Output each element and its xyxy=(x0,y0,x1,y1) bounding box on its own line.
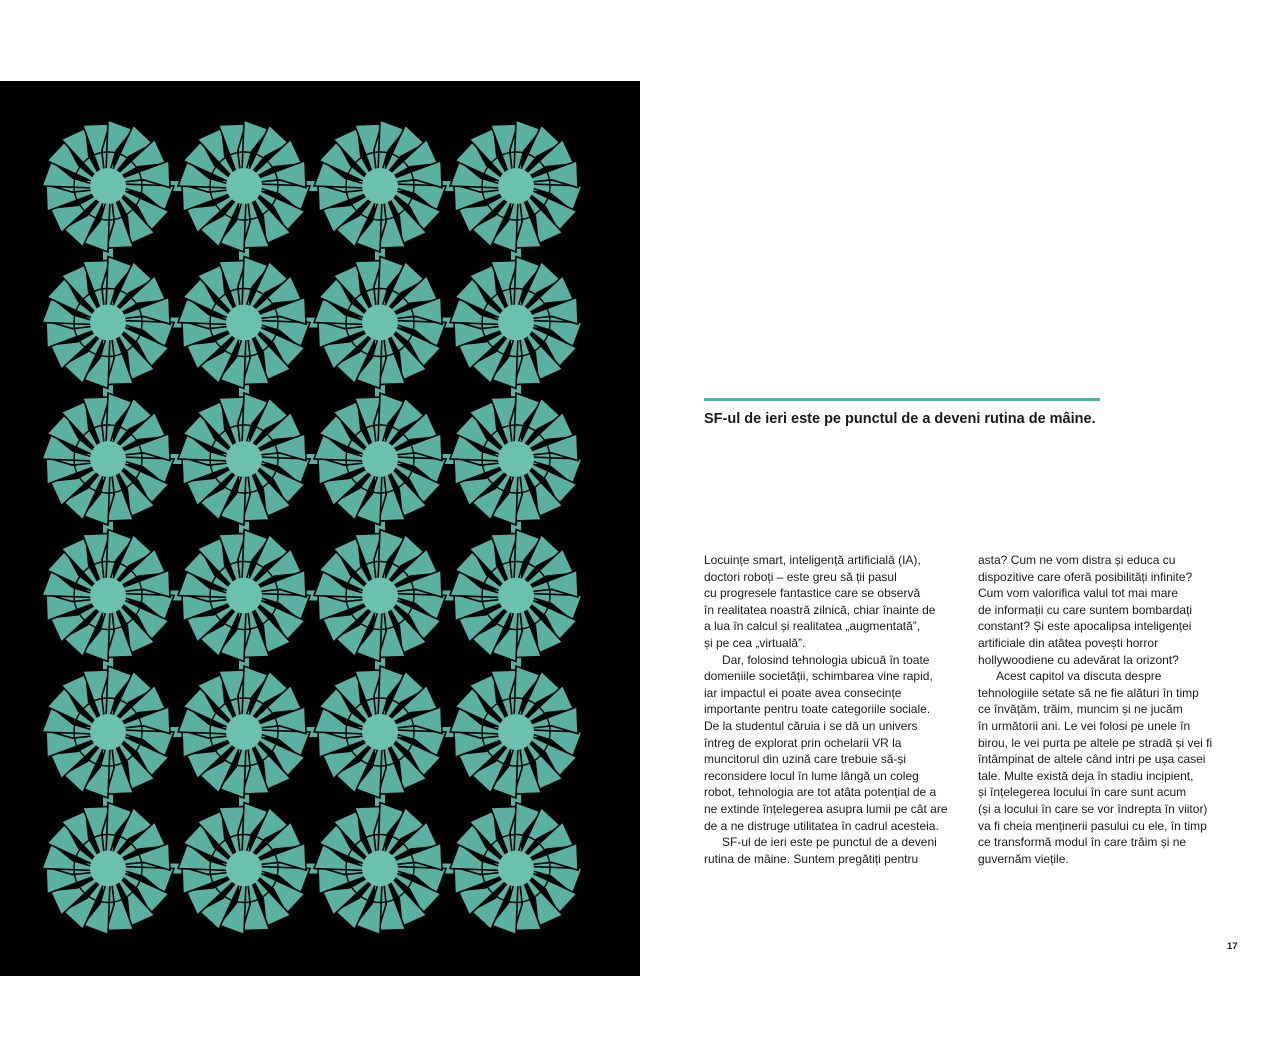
rosette xyxy=(450,120,582,252)
rosette xyxy=(178,666,310,798)
rosette-pattern-illustration xyxy=(0,81,640,976)
text-line: artificiale din atâtea povești horror xyxy=(978,635,1159,650)
text-line: întreg de explorat prin ochelarii VR la xyxy=(704,735,902,750)
rosette xyxy=(450,803,582,935)
text-line: și înțelegerea locului în care sunt acum xyxy=(978,785,1187,800)
body-column-right xyxy=(978,552,1234,867)
text-line: cu progresele fantastice care se observă xyxy=(704,586,921,601)
text-line: importante pentru toate categoriile sociale. xyxy=(704,702,931,717)
text-line: Cum vom valorifica valul tot mai mare xyxy=(978,586,1179,601)
text-line: de a ne distruge utilitatea în cadrul acesteia. xyxy=(704,818,939,833)
rosette xyxy=(314,120,446,252)
text-line: în următorii ani. Le vei folosi pe unele în xyxy=(978,718,1191,733)
rosette xyxy=(178,530,310,662)
text-line: de informații cu care suntem bombardați xyxy=(978,602,1193,617)
text-page xyxy=(640,81,1280,976)
rosette xyxy=(42,666,174,798)
text-line: domeniile societății, schimbarea vine rapid, xyxy=(704,669,933,684)
text-line: asta? Cum ne vom distra și educa cu xyxy=(978,553,1176,567)
rosette xyxy=(178,393,310,525)
text-line: tehnologiile setate să ne fie alături în timp xyxy=(978,685,1199,700)
rosette xyxy=(42,530,174,662)
text-line: ce transformă modul în care trăim și ne xyxy=(978,835,1187,850)
paragraph-3-continued xyxy=(978,552,1234,668)
body-column-left xyxy=(704,552,960,867)
accent-rule xyxy=(704,398,1100,401)
rosette xyxy=(42,120,174,252)
text-line: iar impactul ei poate avea consecințe xyxy=(704,685,902,700)
text-line: va fi cheia menținerii pasului cu ele, în timp xyxy=(978,818,1207,833)
rosette xyxy=(314,257,446,389)
rosette xyxy=(450,666,582,798)
chapter-headline: SF-ul de ieri este pe punctul de a deveni rutina de mâine. xyxy=(704,411,1096,427)
rosette xyxy=(42,803,174,935)
rosette xyxy=(178,120,310,252)
text-line: constant? Și este apocalipsa inteligenței xyxy=(978,619,1192,634)
text-line: muncitorul din uzină care trebuie să-și xyxy=(704,752,907,767)
lattice-lines xyxy=(53,131,571,924)
text-line: robot, tehnologia are tot atâta potențial de a xyxy=(704,785,937,800)
paragraph-3 xyxy=(704,834,960,867)
text-line: Locuințe smart, inteligență artificială (IA), xyxy=(704,553,921,567)
text-line: Acest capitol va discuta despre xyxy=(996,669,1162,684)
paragraph-1 xyxy=(704,552,960,652)
text-line: a lua în calcul și realitatea „augmentată”, xyxy=(704,619,921,634)
rosette xyxy=(42,393,174,525)
rosette xyxy=(314,393,446,525)
text-line: hollywoodiene cu adevărat la orizont? xyxy=(978,652,1179,667)
illustration-page xyxy=(0,81,640,976)
rosette xyxy=(314,666,446,798)
text-line: guvernăm viețile. xyxy=(978,851,1069,866)
rosette xyxy=(450,257,582,389)
text-line: SF-ul de ieri este pe punctul de a deveni xyxy=(722,835,937,850)
text-line: ne extinde înțelegerea asupra lumii pe cât are xyxy=(704,801,948,816)
rosette xyxy=(42,257,174,389)
page-number: 17 xyxy=(1227,941,1238,952)
text-line: doctori roboți – este greu să ții pasul xyxy=(704,569,897,584)
text-line: întâmpinat de altele când intri pe ușa casei xyxy=(978,752,1206,767)
paragraph-2 xyxy=(704,652,960,835)
paragraph-4 xyxy=(978,668,1234,867)
text-line: și pe cea „virtuală”. xyxy=(704,635,806,650)
text-line: dispozitive care oferă posibilități infinite? xyxy=(978,569,1193,584)
text-line: birou, le vei purta pe altele pe stradă și vei fi xyxy=(978,735,1213,750)
rosette xyxy=(178,803,310,935)
rosette xyxy=(314,803,446,935)
text-line: rutina de mâine. Suntem pregătiți pentru xyxy=(704,851,919,866)
rosette xyxy=(450,530,582,662)
book-spread xyxy=(0,81,1280,976)
text-line: reconsidere locul în lume lângă un coleg xyxy=(704,768,919,783)
text-line: în realitatea noastră zilnică, chiar înainte de xyxy=(704,602,936,617)
text-line: Dar, folosind tehnologia ubicuă în toate xyxy=(722,652,930,667)
rosette xyxy=(314,530,446,662)
text-line: ce învățăm, trăim, muncim și ne jucăm xyxy=(978,702,1183,717)
rosette xyxy=(178,257,310,389)
text-line: tale. Multe există deja în stadiu incipient, xyxy=(978,768,1194,783)
rosette xyxy=(450,393,582,525)
text-line: (și a locului în care se vor îndrepta în viitor) xyxy=(978,801,1208,816)
text-line: De la studentul căruia i se dă un univers xyxy=(704,718,918,733)
